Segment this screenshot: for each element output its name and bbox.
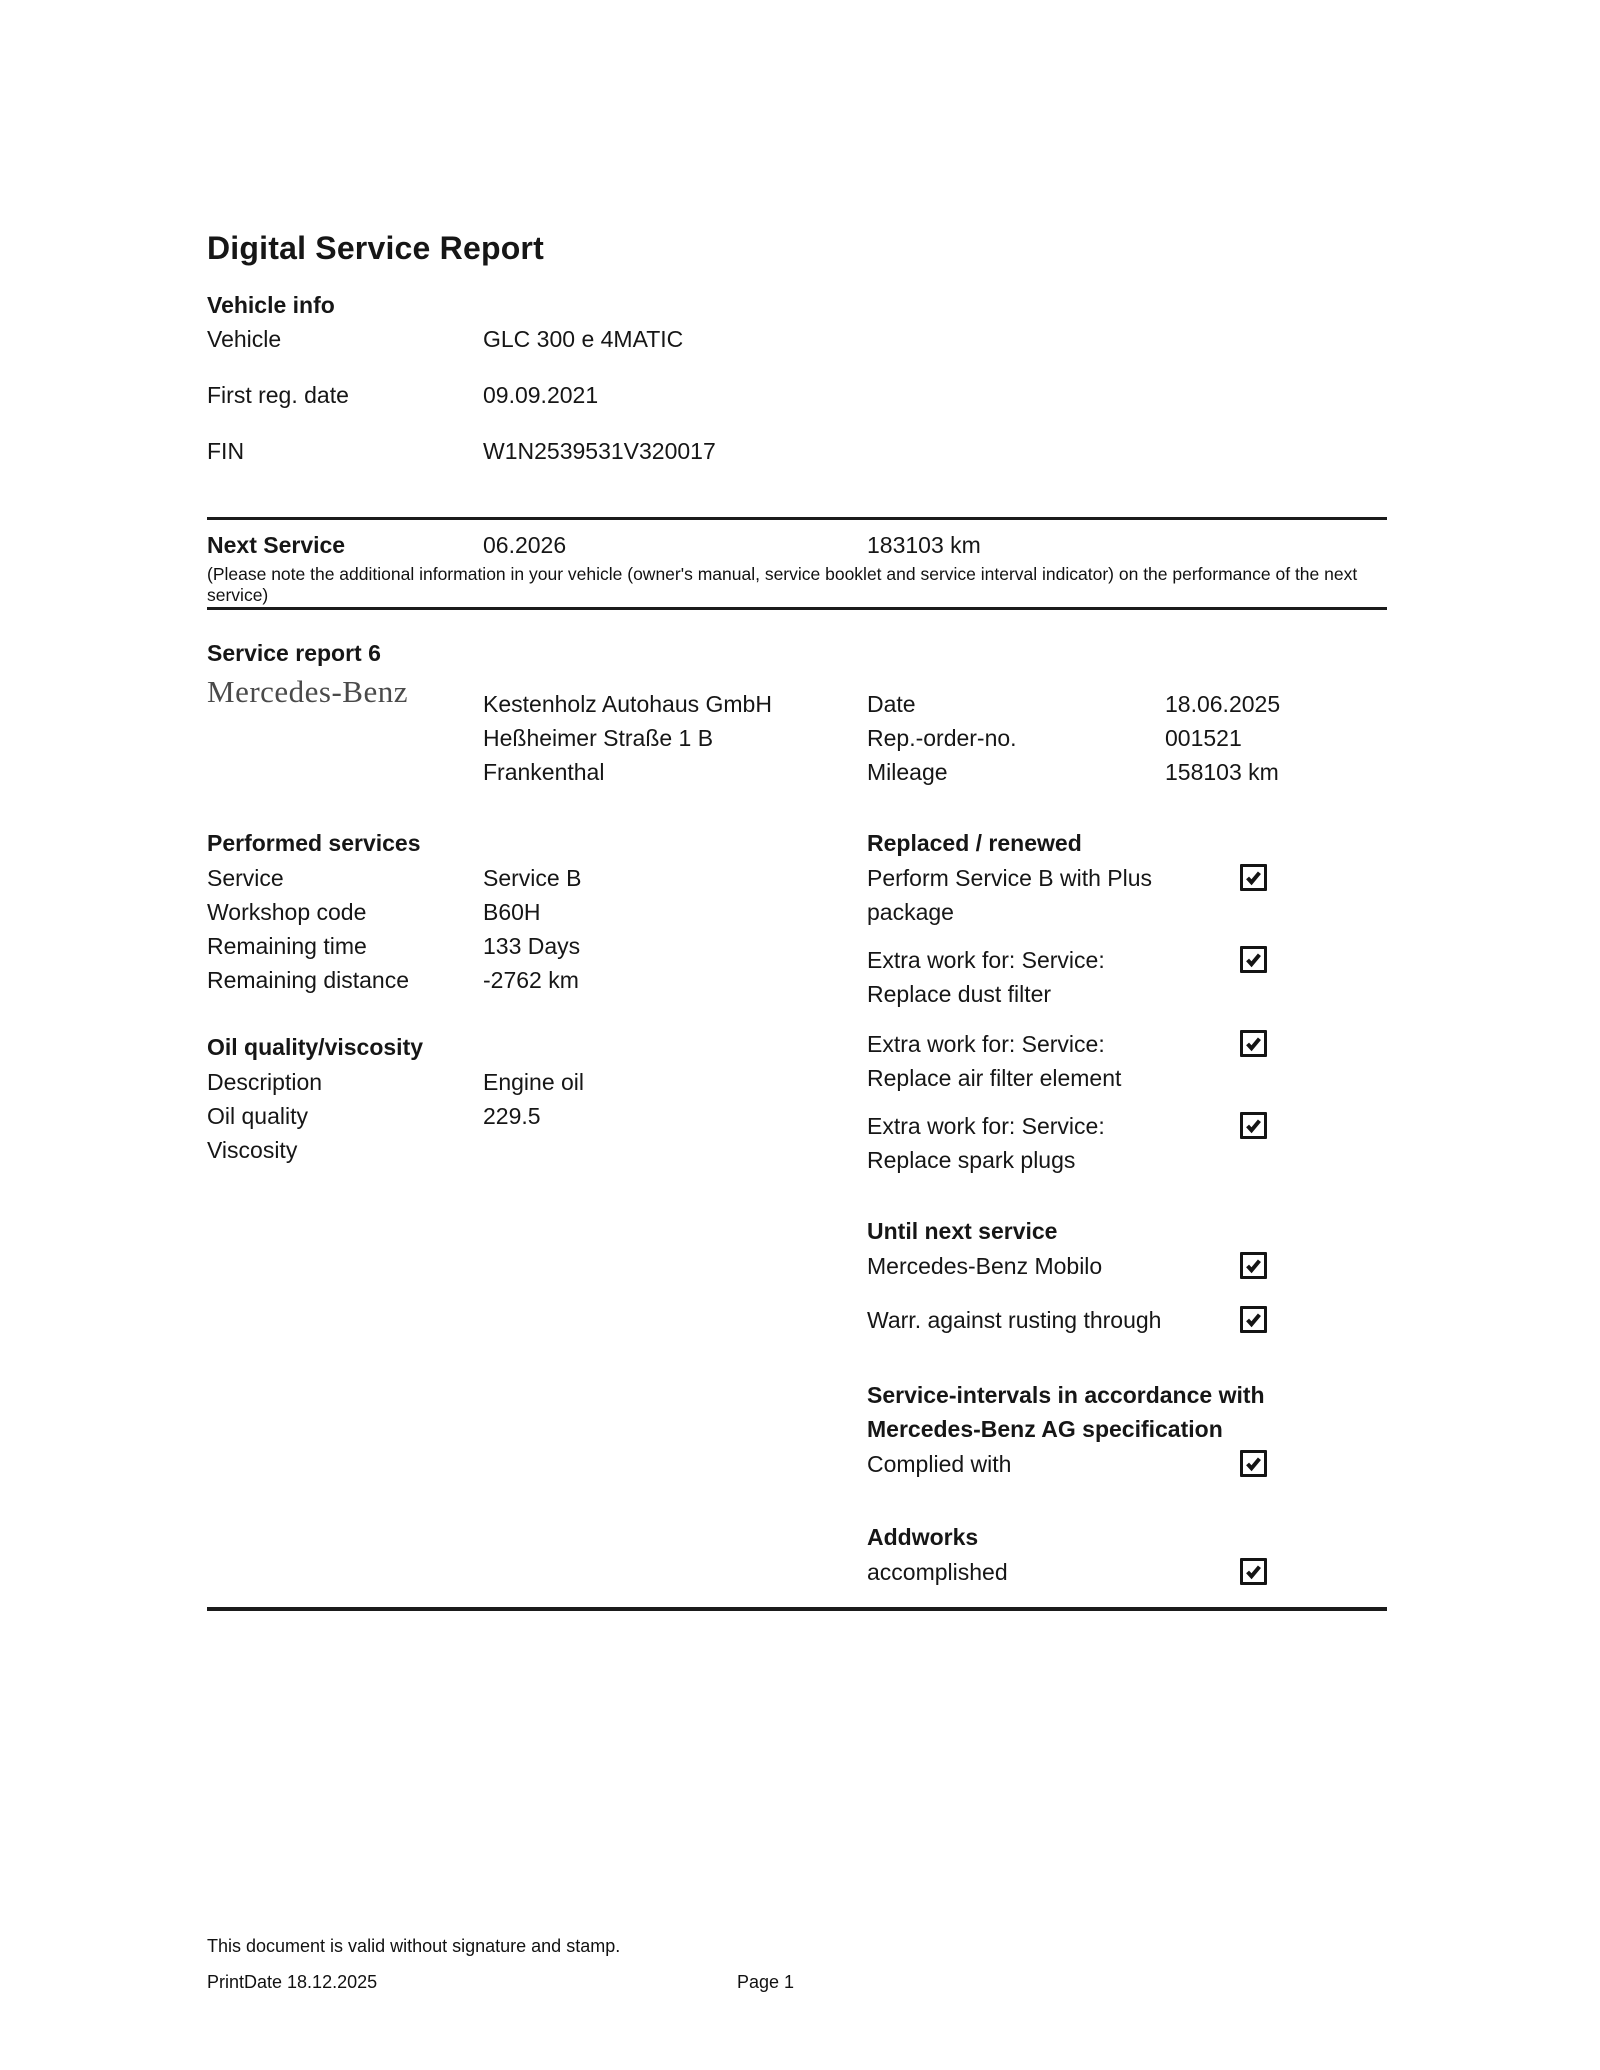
service-report-heading: Service report 6 xyxy=(207,640,381,666)
replaced-item-2 xyxy=(867,946,1105,1008)
remaining-distance-value: -2762 km xyxy=(483,967,579,993)
remaining-distance-label: Remaining distance xyxy=(207,967,410,993)
service-row xyxy=(207,864,581,892)
complied-with-label: Complied with xyxy=(867,1451,1012,1477)
rep-order-no-row xyxy=(867,724,1242,752)
viscosity-label: Viscosity xyxy=(207,1137,298,1163)
checkmark-icon xyxy=(1244,1310,1263,1329)
oil-description-label: Description xyxy=(207,1069,323,1095)
next-service-mileage: 183103 km xyxy=(867,532,981,558)
checkbox-air-filter xyxy=(1240,1030,1267,1057)
checkmark-icon xyxy=(1244,950,1263,969)
service-value: Service B xyxy=(483,865,582,891)
replaced-item-2-line1: Extra work for: Service: xyxy=(867,947,1105,973)
replaced-item-4-line1: Extra work for: Service: xyxy=(867,1113,1105,1139)
oil-quality-value: 229.5 xyxy=(483,1103,541,1129)
vehicle-row xyxy=(207,325,683,353)
workshop-code-value: B60H xyxy=(483,899,541,925)
checkmark-icon xyxy=(1244,868,1263,887)
remaining-distance-row xyxy=(207,966,579,994)
replaced-item-2-line2: Replace dust filter xyxy=(867,981,1052,1007)
checkbox-accomplished xyxy=(1240,1558,1267,1585)
vehicle-info-heading: Vehicle info xyxy=(207,292,335,318)
mobilo-label: Mercedes-Benz Mobilo xyxy=(867,1253,1103,1279)
next-service-heading: Next Service xyxy=(207,532,346,558)
first-reg-date-label: First reg. date xyxy=(207,382,349,408)
oil-description-value: Engine oil xyxy=(483,1069,585,1095)
service-label: Service xyxy=(207,865,284,891)
replaced-item-1-line1: Perform Service B with Plus xyxy=(867,865,1153,891)
service-intervals-heading-line1: Service-intervals in accordance with xyxy=(867,1382,1265,1408)
rusting-warranty-label: Warr. against rusting through xyxy=(867,1307,1162,1333)
mileage-row xyxy=(867,758,1279,786)
replaced-item-3-line2: Replace air filter element xyxy=(867,1065,1122,1091)
remaining-time-row xyxy=(207,932,580,960)
divider-next-service-bottom xyxy=(207,607,1387,610)
remaining-time-label: Remaining time xyxy=(207,933,367,959)
divider-bottom xyxy=(207,1607,1387,1611)
vehicle-label: Vehicle xyxy=(207,326,282,352)
remaining-time-value: 133 Days xyxy=(483,933,581,959)
replaced-item-1 xyxy=(867,864,1152,926)
date-value: 18.06.2025 xyxy=(1165,691,1281,717)
dealer-city: Frankenthal xyxy=(483,759,605,785)
replaced-item-3-line1: Extra work for: Service: xyxy=(867,1031,1105,1057)
checkmark-icon xyxy=(1244,1116,1263,1135)
until-next-service-heading: Until next service xyxy=(867,1218,1058,1244)
oil-quality-label: Oil quality xyxy=(207,1103,308,1129)
first-reg-date-value: 09.09.2021 xyxy=(483,382,599,408)
fin-value: W1N2539531V320017 xyxy=(483,438,716,464)
dealer-name: Kestenholz Autohaus GmbH xyxy=(483,691,772,717)
page-number: Page 1 xyxy=(737,1972,795,1992)
date-label: Date xyxy=(867,691,916,717)
checkmark-icon xyxy=(1244,1034,1263,1053)
checkbox-rusting-warranty xyxy=(1240,1306,1267,1333)
mercedes-benz-logo: Mercedes-Benz xyxy=(207,674,409,709)
mileage-value: 158103 km xyxy=(1165,759,1279,785)
service-intervals-heading-line2: Mercedes-Benz AG specification xyxy=(867,1416,1223,1442)
addworks-heading: Addworks xyxy=(867,1524,979,1550)
fin-label: FIN xyxy=(207,438,245,464)
accomplished-label: accomplished xyxy=(867,1559,1008,1585)
replaced-item-4-line2: Replace spark plugs xyxy=(867,1147,1076,1173)
fin-row xyxy=(207,437,716,465)
checkbox-complied-with xyxy=(1240,1450,1267,1477)
replaced-item-4 xyxy=(867,1112,1105,1174)
divider-top xyxy=(207,517,1387,520)
checkbox-dust-filter xyxy=(1240,946,1267,973)
oil-quality-heading: Oil quality/viscosity xyxy=(207,1034,424,1060)
checkbox-spark-plugs xyxy=(1240,1112,1267,1139)
performed-services-heading: Performed services xyxy=(207,830,421,856)
checkmark-icon xyxy=(1244,1562,1263,1581)
replaced-item-3 xyxy=(867,1030,1121,1092)
dealer-street: Heßheimer Straße 1 B xyxy=(483,725,714,751)
date-row xyxy=(867,690,1280,718)
next-service-row xyxy=(207,531,981,559)
vehicle-value: GLC 300 e 4MATIC xyxy=(483,326,684,352)
rep-order-no-value: 001521 xyxy=(1165,725,1242,751)
mileage-label: Mileage xyxy=(867,759,948,785)
viscosity-row xyxy=(207,1136,483,1164)
first-reg-date-row xyxy=(207,381,598,409)
rep-order-no-label: Rep.-order-no. xyxy=(867,725,1017,751)
checkmark-icon xyxy=(1244,1256,1263,1275)
checkmark-icon xyxy=(1244,1454,1263,1473)
replaced-item-1-line2: package xyxy=(867,899,954,925)
next-service-date: 06.2026 xyxy=(483,532,567,558)
workshop-code-row xyxy=(207,898,541,926)
page-title: Digital Service Report xyxy=(207,230,544,266)
validity-note: This document is valid without signature and stamp. xyxy=(207,1936,621,1956)
print-date: PrintDate 18.12.2025 xyxy=(207,1972,378,1992)
oil-description-row xyxy=(207,1068,584,1096)
checkbox-service-b-plus xyxy=(1240,864,1267,891)
workshop-code-label: Workshop code xyxy=(207,899,367,925)
next-service-note: (Please note the additional information in your vehicle (owner's manual, service booklet and service interval indicator) on the performance of the next service) xyxy=(207,564,1358,605)
checkbox-mobilo xyxy=(1240,1252,1267,1279)
oil-quality-row xyxy=(207,1102,541,1130)
replaced-renewed-heading: Replaced / renewed xyxy=(867,830,1082,856)
